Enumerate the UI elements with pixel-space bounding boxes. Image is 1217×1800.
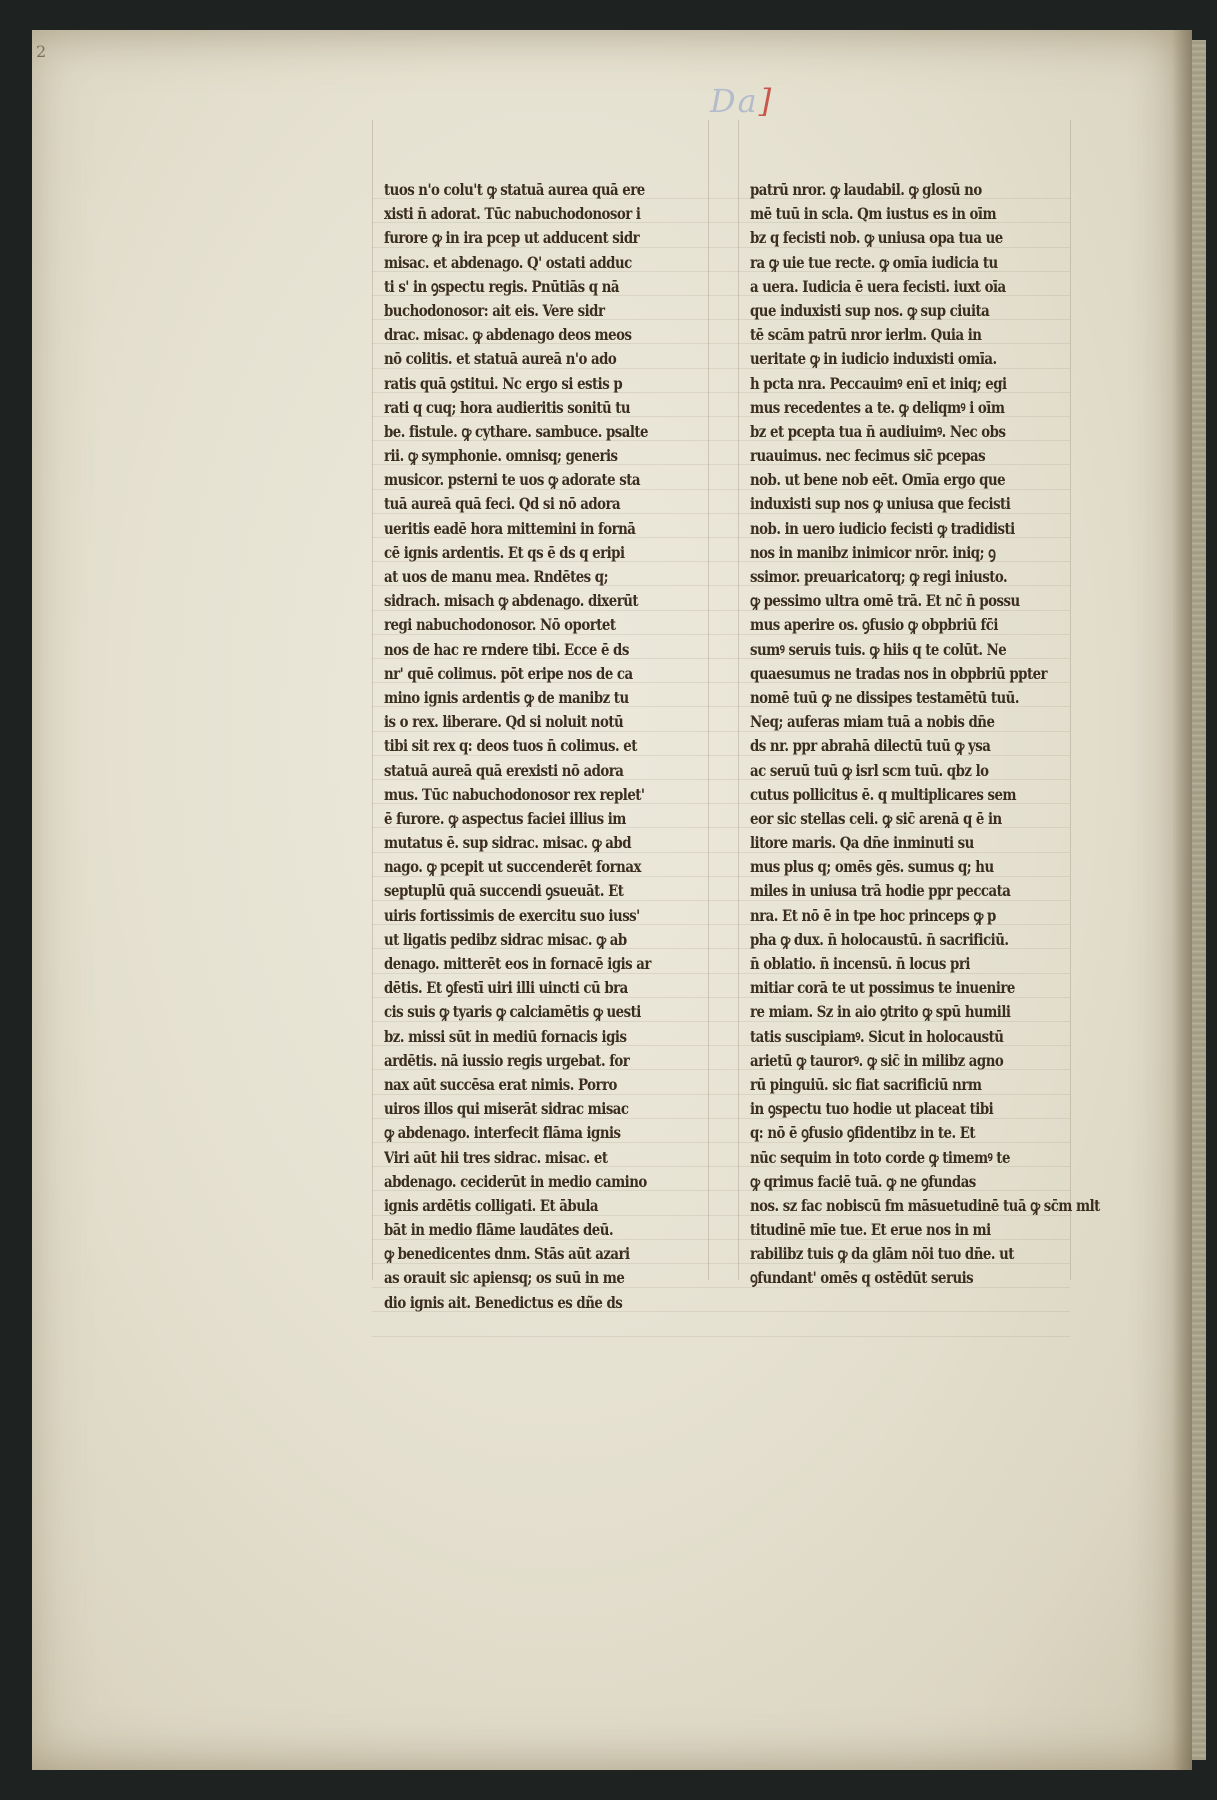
text-line: re miam. Sz in aio ꝯtrito ꝙ spū humili bbox=[750, 1002, 1011, 1022]
text-line: mutatus ē. sup sidrac. misac. ꝙ abd bbox=[384, 833, 632, 853]
ruling-row bbox=[372, 1336, 1070, 1337]
text-line: que induxisti sup nos. ꝙ sup ciuita bbox=[750, 300, 990, 320]
text-line: cē ignis ardentis. Et qs ē ds q eripi bbox=[384, 542, 625, 562]
text-line: nomē tuū ꝙ ne dissipes testamētū tuū. bbox=[750, 687, 1019, 707]
text-line: nos in manibz inimicor nrōr. iniq; ꝯ bbox=[750, 542, 996, 562]
text-line: sumꝰ seruis tuis. ꝙ hiis q te colūt. Ne bbox=[750, 639, 1007, 659]
ruling-line bbox=[1070, 120, 1071, 1280]
text-line: litore maris. Qa dn̄e inminuti su bbox=[750, 833, 974, 853]
text-line: nra. Et nō ē in tpe hoc princeps ꝙ p bbox=[750, 905, 996, 925]
text-line: is o rex. liberare. Qd si noluit notū bbox=[384, 712, 624, 732]
text-line: musicor. psterni te uos ꝙ adorate sta bbox=[384, 470, 640, 490]
text-line: ꝙ benedicentes dnm. Stās aūt azari bbox=[384, 1244, 630, 1264]
text-line: arietū ꝙ taurorꝰ. ꝙ sic̄ in milibz agno bbox=[750, 1050, 1004, 1070]
text-line: tē scām patrū nror ierlm. Quia in bbox=[750, 325, 982, 345]
text-line: tibi sit rex q: deos tuos n̄ colimus. et bbox=[384, 736, 637, 756]
text-line: furore ꝙ in ira pcep ut adducent sidr bbox=[384, 228, 640, 248]
text-line: n̄ oblatio. n̄ incensū. n̄ locus pri bbox=[750, 954, 970, 973]
text-line: mitiar corā te ut possimus te inuenire bbox=[750, 978, 1015, 998]
text-line: dētis. Et ꝯfestī uiri illi uincti cū bra bbox=[384, 978, 628, 998]
text-line: regi nabuchodonosor. Nō oportet bbox=[384, 615, 616, 635]
text-line: mino ignis ardentis ꝙ de manibz tu bbox=[384, 687, 629, 707]
ruling-line bbox=[708, 120, 709, 1280]
text-line: bz q fecisti nob. ꝙ uniusa opa tua ue bbox=[750, 228, 1003, 248]
ruling-line bbox=[372, 120, 373, 1280]
ruling-line bbox=[738, 120, 739, 1280]
text-line: ē furore. ꝙ aspectus faciei illius im bbox=[384, 808, 626, 828]
text-line: ꝙ pessimo ultra omē trā. Et nc̄ n̄ possu bbox=[750, 591, 1020, 611]
header-mark-text: Da bbox=[710, 82, 759, 120]
text-line: rū pinguiū. sic fiat sacrificiū nrm bbox=[750, 1074, 982, 1094]
text-line: nob. in uero iudicio fecisti ꝙ tradidisti bbox=[750, 518, 1015, 538]
text-line: nō colitis. et statuā aureā n'o ado bbox=[384, 349, 617, 369]
text-line: h pcta nra. Peccauimꝰ enī et iniq; egi bbox=[750, 373, 1007, 393]
text-line: ruauimus. nec fecimus sic̄ pcepas bbox=[750, 446, 986, 466]
text-line: bāt in medio flāme laudātes deū. bbox=[384, 1220, 614, 1240]
text-line: statuā aureā quā erexisti nō adora bbox=[384, 760, 624, 780]
text-line: pha ꝙ dux. n̄ holocaustū. n̄ sacrificiū. bbox=[750, 929, 1009, 949]
text-line: cutus pollicitus ē. q multiplicares sem bbox=[750, 784, 1017, 804]
gutter-shadow bbox=[1172, 30, 1192, 1770]
text-line: nob. ut bene nob eēt. Omīa ergo que bbox=[750, 470, 1006, 490]
text-line: Viri aūt hii tres sidrac. misac. et bbox=[384, 1147, 608, 1167]
text-line: q: nō ē ꝯfusio ꝯfidentibz in te. Et bbox=[750, 1123, 976, 1143]
text-line: a uera. Iudicia ē uera fecisti. iuxt oīa bbox=[750, 276, 1006, 296]
text-line: ꝯfundant' omēs q ostēdūt seruis bbox=[750, 1268, 974, 1288]
text-line: ti s' in ꝯspectu regis. Pnūtiās q nā bbox=[384, 276, 620, 296]
text-line: ra ꝙ uie tue recte. ꝙ omīa iudicia tu bbox=[750, 252, 998, 272]
text-line: bz et pcepta tua n̄ audiuimꝰ. Nec obs bbox=[750, 421, 1006, 441]
text-line: sidrach. misach ꝙ abdenago. dixerūt bbox=[384, 591, 639, 611]
text-line: be. fistule. ꝙ cythare. sambuce. psalte bbox=[384, 421, 649, 441]
text-line: tatis suscipiamꝰ. Sicut in holocaustū bbox=[750, 1026, 1004, 1046]
text-line: ꝙ qrimus faciē tuā. ꝙ ne ꝯfundas bbox=[750, 1171, 976, 1191]
right-text-column bbox=[750, 178, 1100, 1291]
text-line: mus plus q; omēs gēs. sumus q; hu bbox=[750, 857, 994, 877]
text-line: nos. sz fac nobiscū fm māsuetudinē tuā ꝙ sc̄m mlt bbox=[750, 1195, 1100, 1215]
text-line: abdenago. ceciderūt in medio camino bbox=[384, 1171, 647, 1191]
text-line: nr' quē colimus. pōt eripe nos de ca bbox=[384, 663, 633, 683]
text-line: ueritate ꝙ in iudicio induxisti omīa. bbox=[750, 349, 997, 369]
text-line: bz. missi sūt in mediū fornacis igis bbox=[384, 1026, 627, 1046]
text-line: cis suis ꝙ tyaris ꝙ calciamētis ꝙ uesti bbox=[384, 1002, 641, 1022]
text-line: septuplū quā succendi ꝯsueuāt. Et bbox=[384, 881, 624, 901]
text-line: patrū nror. ꝙ laudabil. ꝙ glosū no bbox=[750, 180, 982, 199]
text-line: rii. ꝙ symphonie. omnisq; generis bbox=[384, 446, 618, 466]
text-line: uiros illos qui miserāt sidrac misac bbox=[384, 1099, 629, 1119]
text-line: mus. Tūc nabuchodonosor rex replet' bbox=[384, 784, 645, 804]
text-line: quaesumus ne tradas nos in obpbriū ppter bbox=[750, 663, 1048, 683]
text-line: mus aperire os. ꝯfusio ꝙ obpbriū fc̄i bbox=[750, 615, 998, 635]
text-line: misac. et abdenago. Q' ostati adduc bbox=[384, 252, 632, 272]
text-line: nax aūt succēsa erat nimis. Porro bbox=[384, 1074, 617, 1094]
folio-corner-mark: 2 bbox=[36, 42, 47, 61]
text-line: rati q cuq; hora audieritis sonitū tu bbox=[384, 397, 631, 417]
text-line: mus recedentes a te. ꝙ deliqmꝰ i oīm bbox=[750, 397, 1005, 417]
text-line: tuā aureā quā feci. Qd si nō adora bbox=[384, 494, 621, 514]
text-line: tuos n'o colu't ꝙ statuā aurea quā ere bbox=[384, 180, 645, 199]
text-line: nūc sequim in toto corde ꝙ timemꝰ te bbox=[750, 1147, 1010, 1167]
text-line: ꝙ abdenago. interfecit flāma ignis bbox=[384, 1123, 621, 1143]
text-line: dio ignis ait. Benedictus es dñe ds bbox=[384, 1292, 623, 1312]
text-line: in ꝯspectu tuo hodie ut placeat tibi bbox=[750, 1099, 994, 1119]
text-line: ignis ardētis colligati. Et ābula bbox=[384, 1195, 599, 1215]
text-line: ardētis. nā iussio regis urgebat. for bbox=[384, 1050, 630, 1070]
text-line: ratis quā ꝯstitui. Nc ergo si estis p bbox=[384, 373, 623, 393]
text-line: ssimor. preuaricatorq; ꝙ regi iniusto. bbox=[750, 567, 1008, 586]
text-line: xisti n̄ adorat. Tūc nabuchodonosor i bbox=[384, 204, 641, 224]
text-line: mē tuū in scla. Qm iustus es in oīm bbox=[750, 204, 997, 224]
text-line: eor sic stellas celi. ꝙ sic̄ arenā q ē in bbox=[750, 808, 1002, 828]
header-mark-red: ] bbox=[758, 82, 774, 120]
text-line: induxisti sup nos ꝙ uniusa que fecisti bbox=[750, 494, 1011, 514]
text-line: uiris fortissimis de exercitu suo iuss' bbox=[384, 905, 640, 925]
text-line: Neq; auferas miam tuā a nobis dn̄e bbox=[750, 712, 995, 732]
text-line: miles in uniusa trā hodie ppr peccata bbox=[750, 881, 1011, 901]
text-line: nos de hac re rndere tibi. Ecce ē ds bbox=[384, 639, 629, 659]
text-line: ac seruū tuū ꝙ isrl scm tuū. qbz lo bbox=[750, 760, 989, 780]
text-line: at uos de manu mea. Rndētes q; bbox=[384, 567, 609, 586]
text-line: denago. mitterēt eos in fornacē igis ar bbox=[384, 954, 651, 973]
text-line: ds nr. ppr abrahā dilectū tuū ꝙ ysa bbox=[750, 736, 991, 756]
text-line: buchodonosor: ait eis. Vere sidr bbox=[384, 300, 605, 320]
left-text-column bbox=[384, 178, 674, 1315]
running-header-mark bbox=[710, 82, 773, 120]
text-line: rabilibz tuis ꝙ da glām nōi tuo dn̄e. ut bbox=[750, 1244, 1014, 1264]
text-line: ueritis eadē hora mittemini in fornā bbox=[384, 518, 636, 538]
text-line: nago. ꝙ pcepit ut succenderēt fornax bbox=[384, 857, 641, 877]
manuscript-folio bbox=[32, 30, 1192, 1770]
text-line: as orauit sic apiensq; os suū in me bbox=[384, 1268, 625, 1288]
page-edge bbox=[1192, 40, 1206, 1760]
text-line: ut ligatis pedibz sidrac misac. ꝙ ab bbox=[384, 929, 627, 949]
text-line: titudinē mīe tue. Et erue nos in mi bbox=[750, 1220, 991, 1240]
text-line: drac. misac. ꝙ abdenago deos meos bbox=[384, 325, 632, 345]
